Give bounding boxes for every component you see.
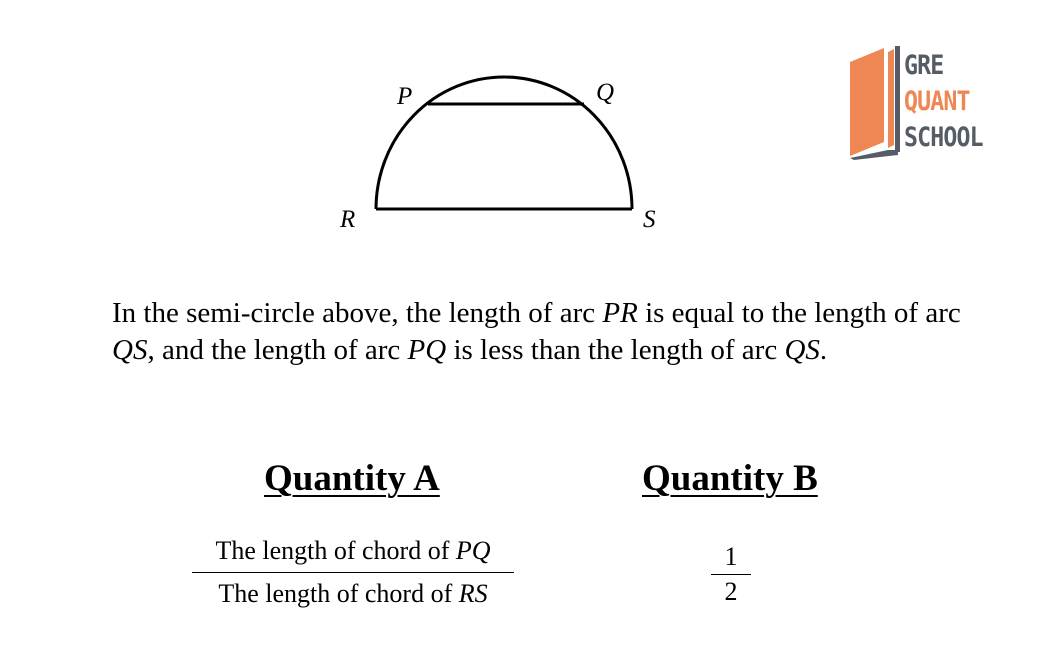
- point-label-q: Q: [596, 79, 615, 106]
- quantity-a-heading: Quantity A: [264, 458, 440, 499]
- var-qs: QS: [112, 334, 148, 366]
- quantity-b-heading: Quantity B: [642, 458, 818, 499]
- point-label-s: S: [643, 206, 656, 233]
- var-pr: PR: [602, 297, 638, 329]
- var-pq: PQ: [407, 334, 447, 366]
- fraction-bar: [711, 574, 751, 575]
- quantity-b-numerator: 1: [724, 542, 738, 571]
- quantity-b-fraction: [711, 544, 751, 605]
- semicircle-arc: [376, 77, 632, 209]
- logo-text-school: SCHOOL: [904, 122, 983, 153]
- logo-text-gre: GRE: [904, 50, 944, 81]
- quantity-b-denominator: 2: [724, 577, 738, 606]
- quantity-a-denominator: The length of chord of RS: [218, 579, 488, 608]
- quantity-a-numerator: The length of chord of PQ: [215, 536, 491, 565]
- point-label-p: P: [397, 83, 413, 110]
- var-qs: QS: [784, 334, 820, 366]
- point-label-r: R: [340, 206, 356, 233]
- quantity-a-fraction: [192, 536, 514, 609]
- gre-quant-school-logo: [846, 46, 1016, 161]
- fraction-bar: [192, 572, 514, 573]
- book-icon: [846, 46, 902, 161]
- logo-text-quant: QUANT: [904, 86, 970, 117]
- problem-statement: In the semi-circle above, the length of arc PR is equal to the length of arc QS, and the length of arc PQ is less than the length of arc QS.: [112, 297, 961, 366]
